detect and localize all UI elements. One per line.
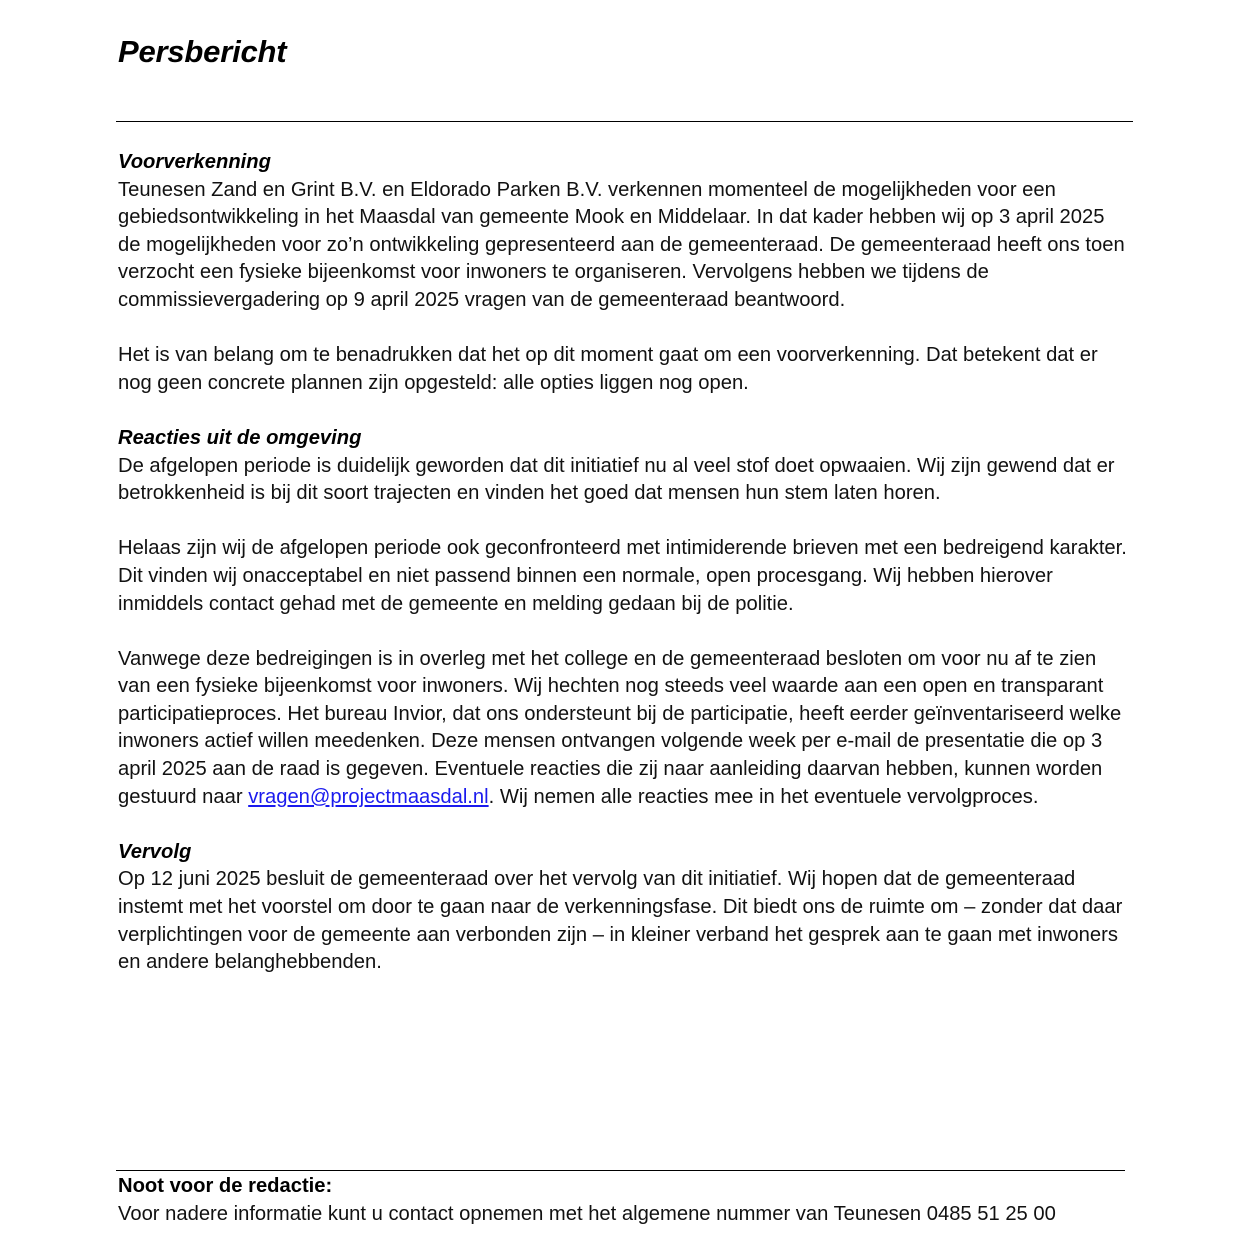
paragraph-text-after-link: . Wij nemen alle reacties mee in het eventuele vervolgproces. (488, 785, 1039, 808)
section-vervolg (118, 839, 1128, 977)
paragraph-text: Vanwege deze bedreigingen is in overleg met het college en de gemeenteraad besloten om voor nu af te zien van een fysieke bijeenkomst voor inwoners. Wij hechten nog steeds veel waarde aan een open en transparant participatieproces. Het bureau Invior, dat ons ondersteunt bij de participatie, heeft eerder geïnventariseerd welke inwoners actief willen meedenken. Deze mensen ontvangen volgende week per e-mail de presentatie die op 3 april 2025 aan de raad is gegeven. Eventuele reacties die zij naar aanleiding daarvan hebben, kunnen worden gestuurd naar (118, 647, 1122, 808)
paragraph: De afgelopen periode is duidelijk geworden dat dit initiatief nu al veel stof doet opwaaien. Wij zijn gewend dat er betrokkenheid is bij dit soort trajecten en vinden het goed dat mensen hun stem laten horen. (118, 454, 1115, 505)
editorial-note-heading: Noot voor de redactie: (118, 1175, 333, 1197)
section-heading: Reacties uit de omgeving (118, 426, 362, 449)
header-divider (116, 121, 1133, 122)
email-link[interactable]: vragen@projectmaasdal.nl (248, 785, 489, 808)
paragraph: Helaas zijn wij de afgelopen periode ook geconfronteerd met intimiderende brieven met een bedreigend karakter. Dit vinden wij onacceptabel en niet passend binnen een normale, open procesgang. Wij hebben hierover inmiddels contact gehad met de gemeente en melding gedaan bij de politie. (118, 537, 1127, 615)
page-title: Persbericht (118, 34, 287, 69)
section-voorverkenning (118, 149, 1128, 397)
section-reacties (118, 425, 1128, 811)
paragraph-with-link (118, 646, 1128, 812)
document-body (118, 149, 1128, 977)
editorial-note-text: Voor nadere informatie kunt u contact opnemen met het algemene nummer van Teunesen 0485 51 25 00 (118, 1202, 1056, 1225)
section-heading: Voorverkenning (118, 151, 271, 173)
section-heading: Vervolg (118, 840, 192, 863)
paragraph: Teunesen Zand en Grint B.V. en Eldorado Parken B.V. verkennen momenteel de mogelijkheden voor een gebiedsontwikkeling in het Maasdal van gemeente Mook en Middelaar. In dat kader hebben wij op 3 april 2025 de mogelijkheden voor zo’n ontwikkeling gepresenteerd aan de gemeenteraad. De gemeenteraad heeft ons toen verzocht een fysieke bijeenkomst voor inwoners te organiseren. Vervolgens hebben we tijdens de commissievergadering op 9 april 2025 vragen van de gemeenteraad beantwoord. (118, 178, 1125, 311)
editorial-note (118, 1173, 1128, 1228)
paragraph: Op 12 juni 2025 besluit de gemeenteraad over het vervolg van dit initiatief. Wij hopen dat de gemeenteraad instemt met het voorstel om door te gaan naar de verkenningsfase. Dit biedt ons de ruimte om – zonder dat daar verplichtingen voor de gemeente aan verbonden zijn – in kleiner verband het gesprek aan te gaan met inwoners en andere belanghebbenden. (118, 868, 1123, 974)
paragraph: Het is van belang om te benadrukken dat het op dit moment gaat om een voorverkenning. Dat betekent dat er nog geen concrete plannen zijn opgesteld: alle opties liggen nog open. (118, 344, 1098, 394)
footer-divider (116, 1170, 1125, 1171)
